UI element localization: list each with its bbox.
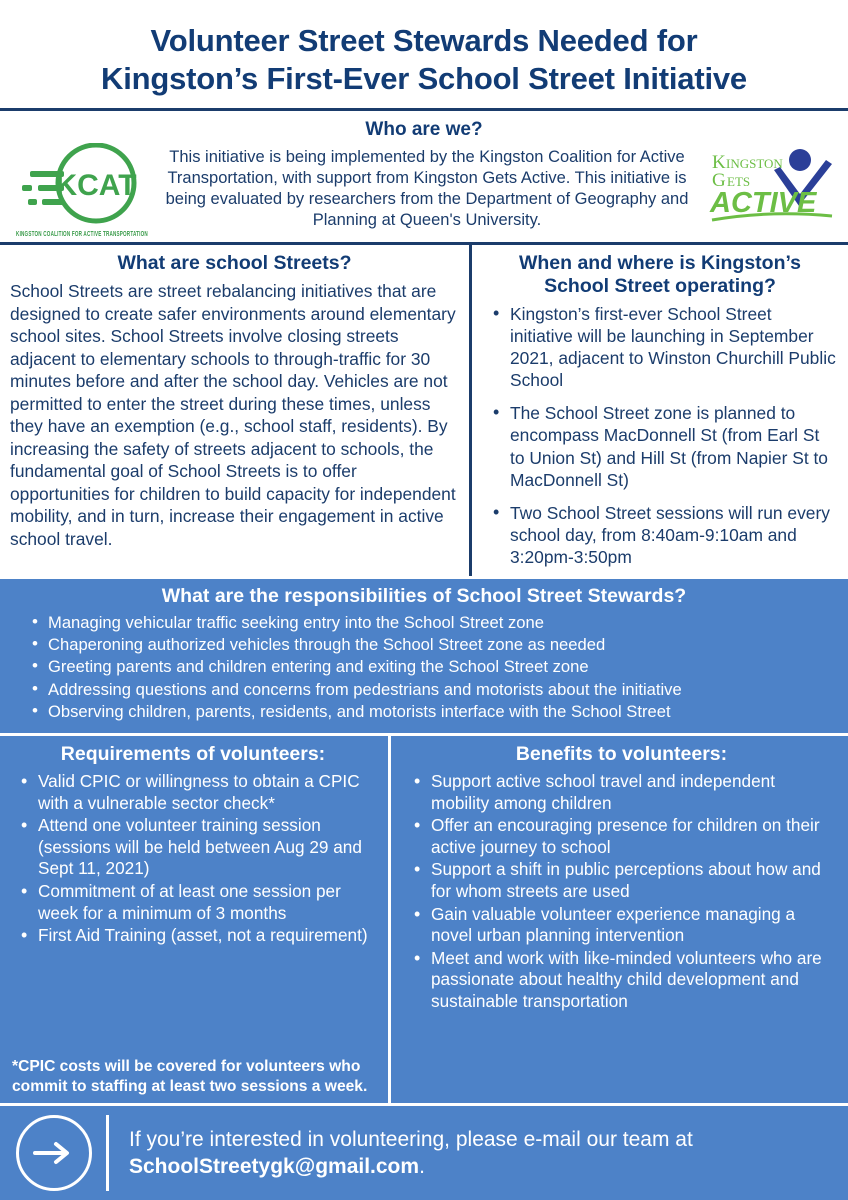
contact-period: .: [419, 1155, 425, 1178]
who-are-we-text: This initiative is being implemented by the Kingston Coalition for Active Transportation, with support from Kingston Gets Active. This initiative is being evaluated by researchers from the Department of Geography and Planning at Queen's University.: [165, 148, 689, 230]
kcat-logo-icon: [16, 143, 148, 229]
who-are-we-body: [6, 143, 842, 236]
benefits-list: [405, 771, 838, 1012]
who-are-we-section: [0, 111, 848, 242]
svg-text:K: K: [712, 151, 726, 173]
poster-title-block: [0, 0, 848, 108]
list-item: • Commitment of at least one session per week for a minimum of 3 months: [38, 881, 374, 924]
responsibilities-heading: What are the responsibilities of School Street Stewards?: [161, 584, 687, 607]
requirements-column: [0, 736, 391, 1103]
arrow-right-glyph: [33, 1140, 75, 1166]
kcat-logo: [6, 143, 152, 236]
when-where-heading: When and where is Kingston’s School Street operating?: [518, 251, 802, 298]
list-item: • Managing vehicular traffic seeking entry into the School Street zone: [48, 612, 834, 634]
list-item: • Meet and work with like-minded volunteers who are passionate about healthy child development and sustainable transportation: [431, 948, 838, 1013]
contact-lead-text: If you’re interested in volunteering, please e-mail our team at: [129, 1127, 693, 1151]
svg-text:ETS: ETS: [727, 173, 751, 189]
school-streets-paragraph: School Streets are street rebalancing initiatives that are designed to create safer environments around elementary school sites. School Streets involve closing streets adjacent to elementary schools to through-traffic for 30 minutes before and after the school day. Vehicles are not permitted to enter the street during these times, unless they have an exemption (e.g., school staff, residents). By increasing the safety of streets adjacent to schools, the fundamental goal of School Streets is to offer opportunities for children to build capacity for independent mobility, and in turn, increase their engagement in active school travel.: [10, 281, 456, 549]
list-item: • Greeting parents and children entering and exiting the School Street zone: [48, 656, 834, 678]
when-where-column: [472, 245, 848, 576]
page-title-line-2: Kingston’s First-Ever School Street Initiative: [101, 60, 747, 96]
list-item: • Support a shift in public perceptions about how and for whom streets are used: [431, 859, 838, 902]
kingston-gets-active-logo-icon: [704, 144, 840, 230]
requirements-footnote: *CPIC costs will be covered for volunteers who commit to staffing at least two sessions a week.: [12, 1058, 368, 1096]
list-item: • Attend one volunteer training session (sessions will be held between Aug 29 and Sept 11, 2021): [38, 815, 374, 880]
list-item: • Gain valuable volunteer experience managing a novel urban planning intervention: [431, 904, 838, 947]
list-item: • Offer an encouraging presence for children on their active journey to school: [431, 815, 838, 858]
list-item: • Addressing questions and concerns from pedestrians and motorists about the initiative: [48, 679, 834, 701]
contact-footer: [0, 1103, 848, 1200]
list-item: • The School Street zone is planned to encompass MacDonnell St (from Earl St to Union St) and Hill St (from Napier St to MacDonnell St): [510, 402, 836, 490]
responsibilities-section: [0, 576, 848, 734]
list-item: • Kingston’s first-ever School Street initiative will be launching in September 2021, adjacent to Winston Churchill Public School: [510, 303, 836, 391]
benefits-heading: Benefits to volunteers:: [515, 743, 728, 766]
school-streets-heading: What are school Streets?: [117, 251, 352, 274]
benefits-column: [391, 736, 848, 1103]
list-item: • First Aid Training (asset, not a requirement): [38, 925, 374, 947]
list-item: • Two School Street sessions will run every school day, from 8:40am-9:10am and 3:20pm-3:50pm: [510, 502, 836, 568]
kingston-gets-active-logo: [702, 144, 842, 235]
kcat-logo-caption: KINGSTON COALITION FOR ACTIVE TRANSPORTATION: [16, 229, 148, 238]
svg-text:G: G: [712, 169, 726, 191]
contact-text: [129, 1126, 838, 1181]
list-item: • Chaperoning authorized vehicles through the School Street zone as needed: [48, 634, 834, 656]
kcat-logo-graphic: [16, 143, 148, 229]
requirements-benefits-section: [0, 733, 848, 1103]
requirements-heading: Requirements of volunteers:: [60, 743, 326, 766]
arrow-right-icon: [16, 1115, 92, 1191]
page-title-line-1: Volunteer Street Stewards Needed for: [150, 23, 698, 58]
contact-divider: [106, 1115, 109, 1191]
svg-text:INGSTON: INGSTON: [726, 155, 783, 171]
when-where-list: [484, 303, 836, 567]
list-item: • Support active school travel and independent mobility among children: [431, 771, 838, 814]
responsibilities-list: [14, 612, 834, 724]
mid-two-column-section: [0, 242, 848, 576]
list-item: • Valid CPIC or willingness to obtain a CPIC with a vulnerable sector check*: [38, 771, 374, 814]
list-item: • Observing children, parents, residents, and motorists interface with the School Street: [48, 701, 834, 723]
who-are-we-heading: Who are we?: [365, 118, 483, 140]
svg-text:ACTIVE: ACTIVE: [710, 186, 817, 219]
contact-email[interactable]: SchoolStreetygk@gmail.com: [129, 1155, 420, 1178]
svg-text:KCAT: KCAT: [55, 168, 137, 202]
school-streets-column: [0, 245, 472, 576]
requirements-list: [12, 771, 374, 948]
